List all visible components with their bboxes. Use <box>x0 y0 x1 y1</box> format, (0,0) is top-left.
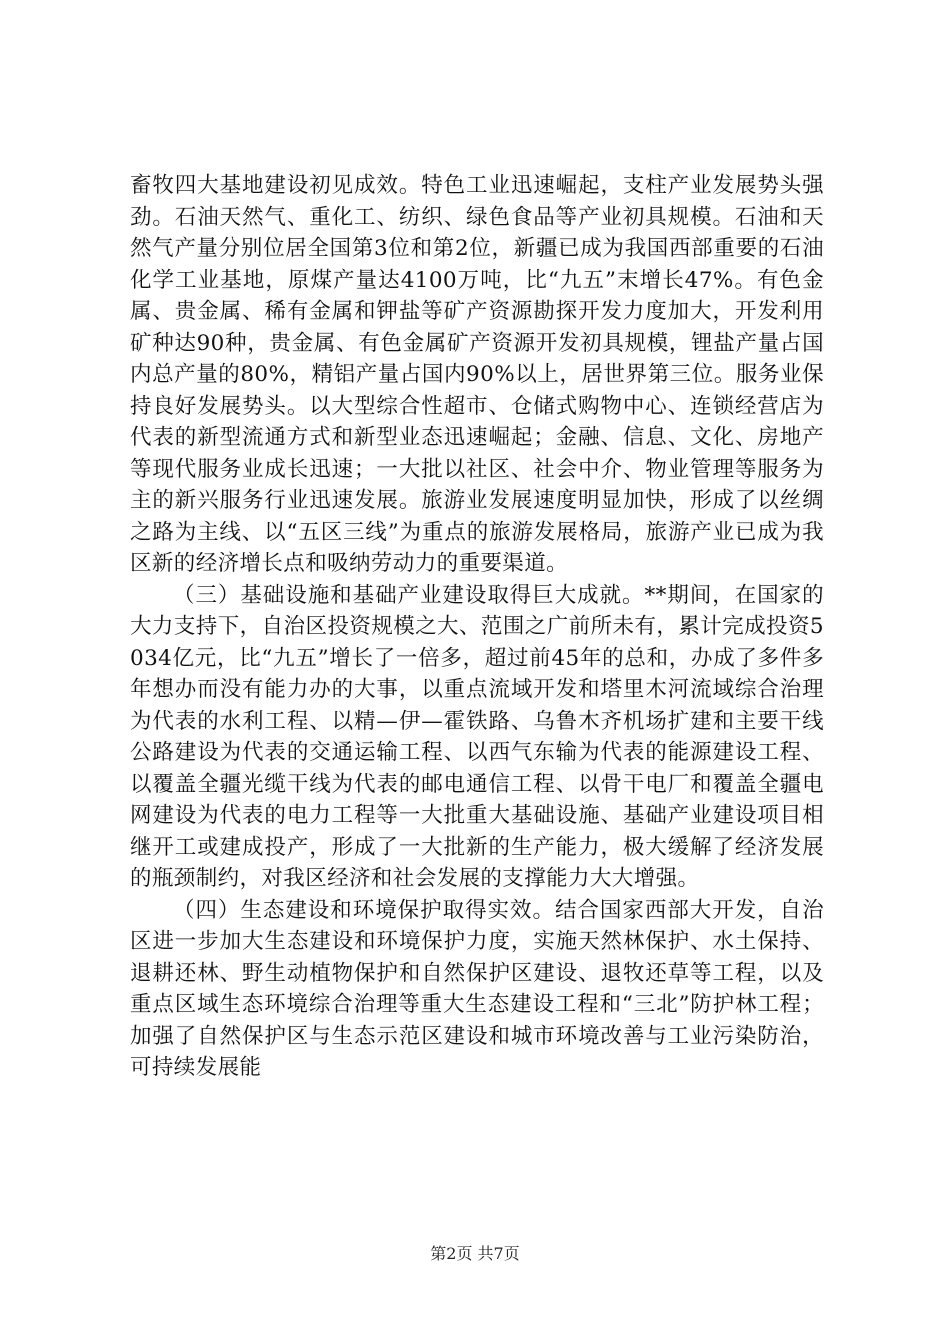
paragraph-infrastructure: （三）基础设施和基础产业建设取得巨大成就。**期间，在国家的大力支持下，自治区投资规模之大、范围之广前所未有，累计完成投资5034亿元，比“九五”增长了一倍多，超过前45年的总和，办成了多件多年想办而没有能力办的大事，以重点流域开发和塔里木河流域综合治理为代表的水利工程、以精—伊—霍铁路、乌鲁木齐机场扩建和主要干线公路建设为代表的交通运输工程、以西气东输为代表的能源建设工程、以覆盖全疆光缆干线为代表的邮电通信工程、以骨干电厂和覆盖全疆电网建设为代表的电力工程等一大批重大基础设施、基础产业建设项目相继开工或建成投产，形成了一大批新的生产能力，极大缓解了经济发展的瓶颈制约，对我区经济和社会发展的支撑能力大大增强。 <box>130 582 824 891</box>
document-body <box>130 170 824 1084</box>
paragraph-ecology: （四）生态建设和环境保护取得实效。结合国家西部大开发，自治区进一步加大生态建设和环境保护力度，实施天然林保护、水土保持、退耕还林、野生动植物保护和自然保护区建设、退牧还草等工程，以及重点区域生态环境综合治理等重大生态建设工程和“三北”防护林工程；加强了自然保护区与生态示范区建设和城市环境改善与工业污染防治，可持续发展能 <box>130 897 824 1080</box>
page-number-footer: 第2页 共7页 <box>430 1244 520 1263</box>
paragraph-continuation: 畜牧四大基地建设初见成效。特色工业迅速崛起，支柱产业发展势头强劲。石油天然气、重化工、纺织、绿色食品等产业初具规模。石油和天然气产量分别位居全国第3位和第2位，新疆已成为我国西部重要的石油化学工业基地，原煤产量达4100万吨，比“九五”末增长47%。有色金属、贵金属、稀有金属和钾盐等矿产资源勘探开发力度加大，开发利用矿种达90种，贵金属、有色金属矿产资源开发初具规模，锂盐产量占国内总产量的80%，精铝产量占国内90%以上，居世界第三位。服务业保持良好发展势头。以大型综合性超市、仓储式购物中心、连锁经营店为代表的新型流通方式和新型业态迅速崛起；金融、信息、文化、房地产等现代服务业成长迅速；一大批以社区、社会中介、物业管理等服务为主的新兴服务行业迅速发展。旅游业发展速度明显加快，形成了以丝绸之路为主线、以“五区三线”为重点的旅游发展格局，旅游产业已成为我区新的经济增长点和吸纳劳动力的重要渠道。 <box>130 173 824 576</box>
